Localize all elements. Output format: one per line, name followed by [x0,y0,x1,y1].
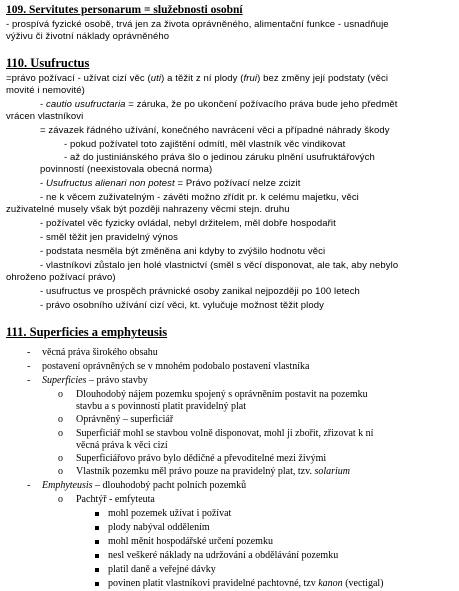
text-111-dlouhodoby-najem: Dlouhodobý nájem pozemku spojený s oprávněním postavit na pozemku [76,389,368,400]
text-111-dane: platil daně a veřejné dávky [108,564,216,575]
text-111-siroky-obsah: věcná práva širokého obsahu [42,347,158,358]
heading-109 [6,4,243,16]
text-111-kanon: povinen platit vlastníkovi pravidelné pachtovné, tzv kanon (vectigal) [108,578,384,589]
text-110-hole-vlastnictvi: - vlastníkovi zůstalo jen holé vlastnictví (směl s věcí disponovat, ale tak, aby nebylo [40,260,399,271]
text-111-uzivat: mohl pozemek užívat i požívat [108,508,232,519]
text-110-osobni-uzivani: - právo osobního užívání cizí věci, kt. vylučuje možnost těžit plody [40,300,325,311]
text-110-cautio: - cautio usufructaria = záruka, že po ukončení požívacího práva bude jeho předmět [40,99,398,110]
square-bullet [95,512,99,516]
circle-bullet: o [58,389,63,400]
square-bullet [95,526,99,530]
text-111-disponovat-cont: věcná práva k věci cizí [76,440,168,451]
text-110-zuzivatelne-cont: zuživatelné musely však být později nahrazeny věcmi stejn. druhu [6,204,290,215]
text-110-drzitel: - požívatel věc fyzicky ovládal, nebyl držitelem, měl dobře hospodařit [40,218,336,229]
text-111-plody: plody nabýval oddělením [108,522,210,533]
text-110-alienari: - Usufructus alienari non potest = Právo požívací nelze zcizit [40,178,301,189]
text-111-urceni: mohl měnit hospodářské určení pozemku [108,536,273,547]
circle-bullet: o [58,453,63,464]
square-bullet [95,540,99,544]
text-110-definition: =právo požívací - užívat cizí věc (uti) a těžit z ní plody (frui) bez změny její podstaty (věci [6,73,389,84]
text-111-disponovat: Superficiář mohl se stavbou volně disponovat, mohl ji zbořit, zřizovat k ní [76,428,374,439]
text-111-emphyteusis: Emphyteusis – dlouhodobý pacht polních pozemků [42,480,247,491]
text-111-opravneny: Oprávněný – superficiář [76,414,174,425]
circle-bullet: o [58,466,63,477]
text-110-pravnicka-osoba: - usufructus ve prospěch právnické osoby zanikal nejpozději po 100 letech [40,286,360,297]
dash-bullet: - [27,361,31,372]
text-110-vindikace: - pokud požívatel toto zajištění odmítl, měl vlastník věc vindikovat [64,139,346,150]
text-110-cautio-cont: vrácen vlastníkovi [6,111,84,122]
text-111-dlouhodoby-najem-cont: stavbu a s povinností platit pravidelný plat [76,401,246,412]
text-110-justinian-cont: povinností (neexistovala obecná norma) [40,164,213,175]
text-110-podstata: - podstata nesměla být změněna ani kdyby to zvýšilo hodnotu věci [40,246,326,257]
text-110-vynos: - směl těžit jen pravidelný výnos [40,232,178,243]
square-bullet [95,582,99,586]
text-110-definition-cont: movité i nemovité) [6,85,85,96]
dash-bullet: - [27,480,31,491]
circle-bullet: o [58,428,63,439]
text-111-naklady: nesl veškeré náklady na udržování a obdělávání pozemku [108,550,339,561]
square-bullet [95,554,99,558]
square-bullet [95,568,99,572]
heading-109-translation: = služebnosti osobní [141,4,243,16]
text-111-solarium: Vlastník pozemku měl právo pouze na pravidelný plat, tzv. solarium [76,466,351,477]
text-109-2: výživu či životní náklady oprávněného [6,31,170,42]
heading-111: 111. Superficies a emphyteusis [6,325,168,339]
text-109-1: - prospívá fyzické osobě, trvá jen za života oprávněného, alimentační funkce - usnadňuje [6,19,389,30]
text-110-zuzivatelne: - ne k věcem zuživatelným - závěti možno zřídit pr. k celému majetku, věci [40,192,359,203]
heading-109-title: 109. Servitutes personarum [6,4,142,16]
text-110-hole-vlastnictvi-cont: ohroženo požívací právo) [6,272,116,283]
text-110-zavazek: = závazek řádného užívání, konečného navrácení věci a případné náhrady škody [40,125,390,136]
text-111-superficies: Superficies – právo stavby [42,375,148,386]
circle-bullet: o [58,414,63,425]
circle-bullet: o [58,494,63,505]
text-110-justinian: - až do justiniánského práva šlo o jedinou záruku plnění usufruktářových [64,152,375,163]
text-111-dedicne: Superficiářovo právo bylo dědičné a převoditelné mezi živými [76,453,327,464]
text-111-postaveni: postavení oprávněných se v mnohém podobalo postavení vlastníka [42,361,310,372]
text-111-pachtyr: Pachtýř - emfyteuta [76,494,155,505]
heading-110: 110. Usufructus [6,56,90,70]
dash-bullet: - [27,375,31,386]
dash-bullet: - [27,347,31,358]
